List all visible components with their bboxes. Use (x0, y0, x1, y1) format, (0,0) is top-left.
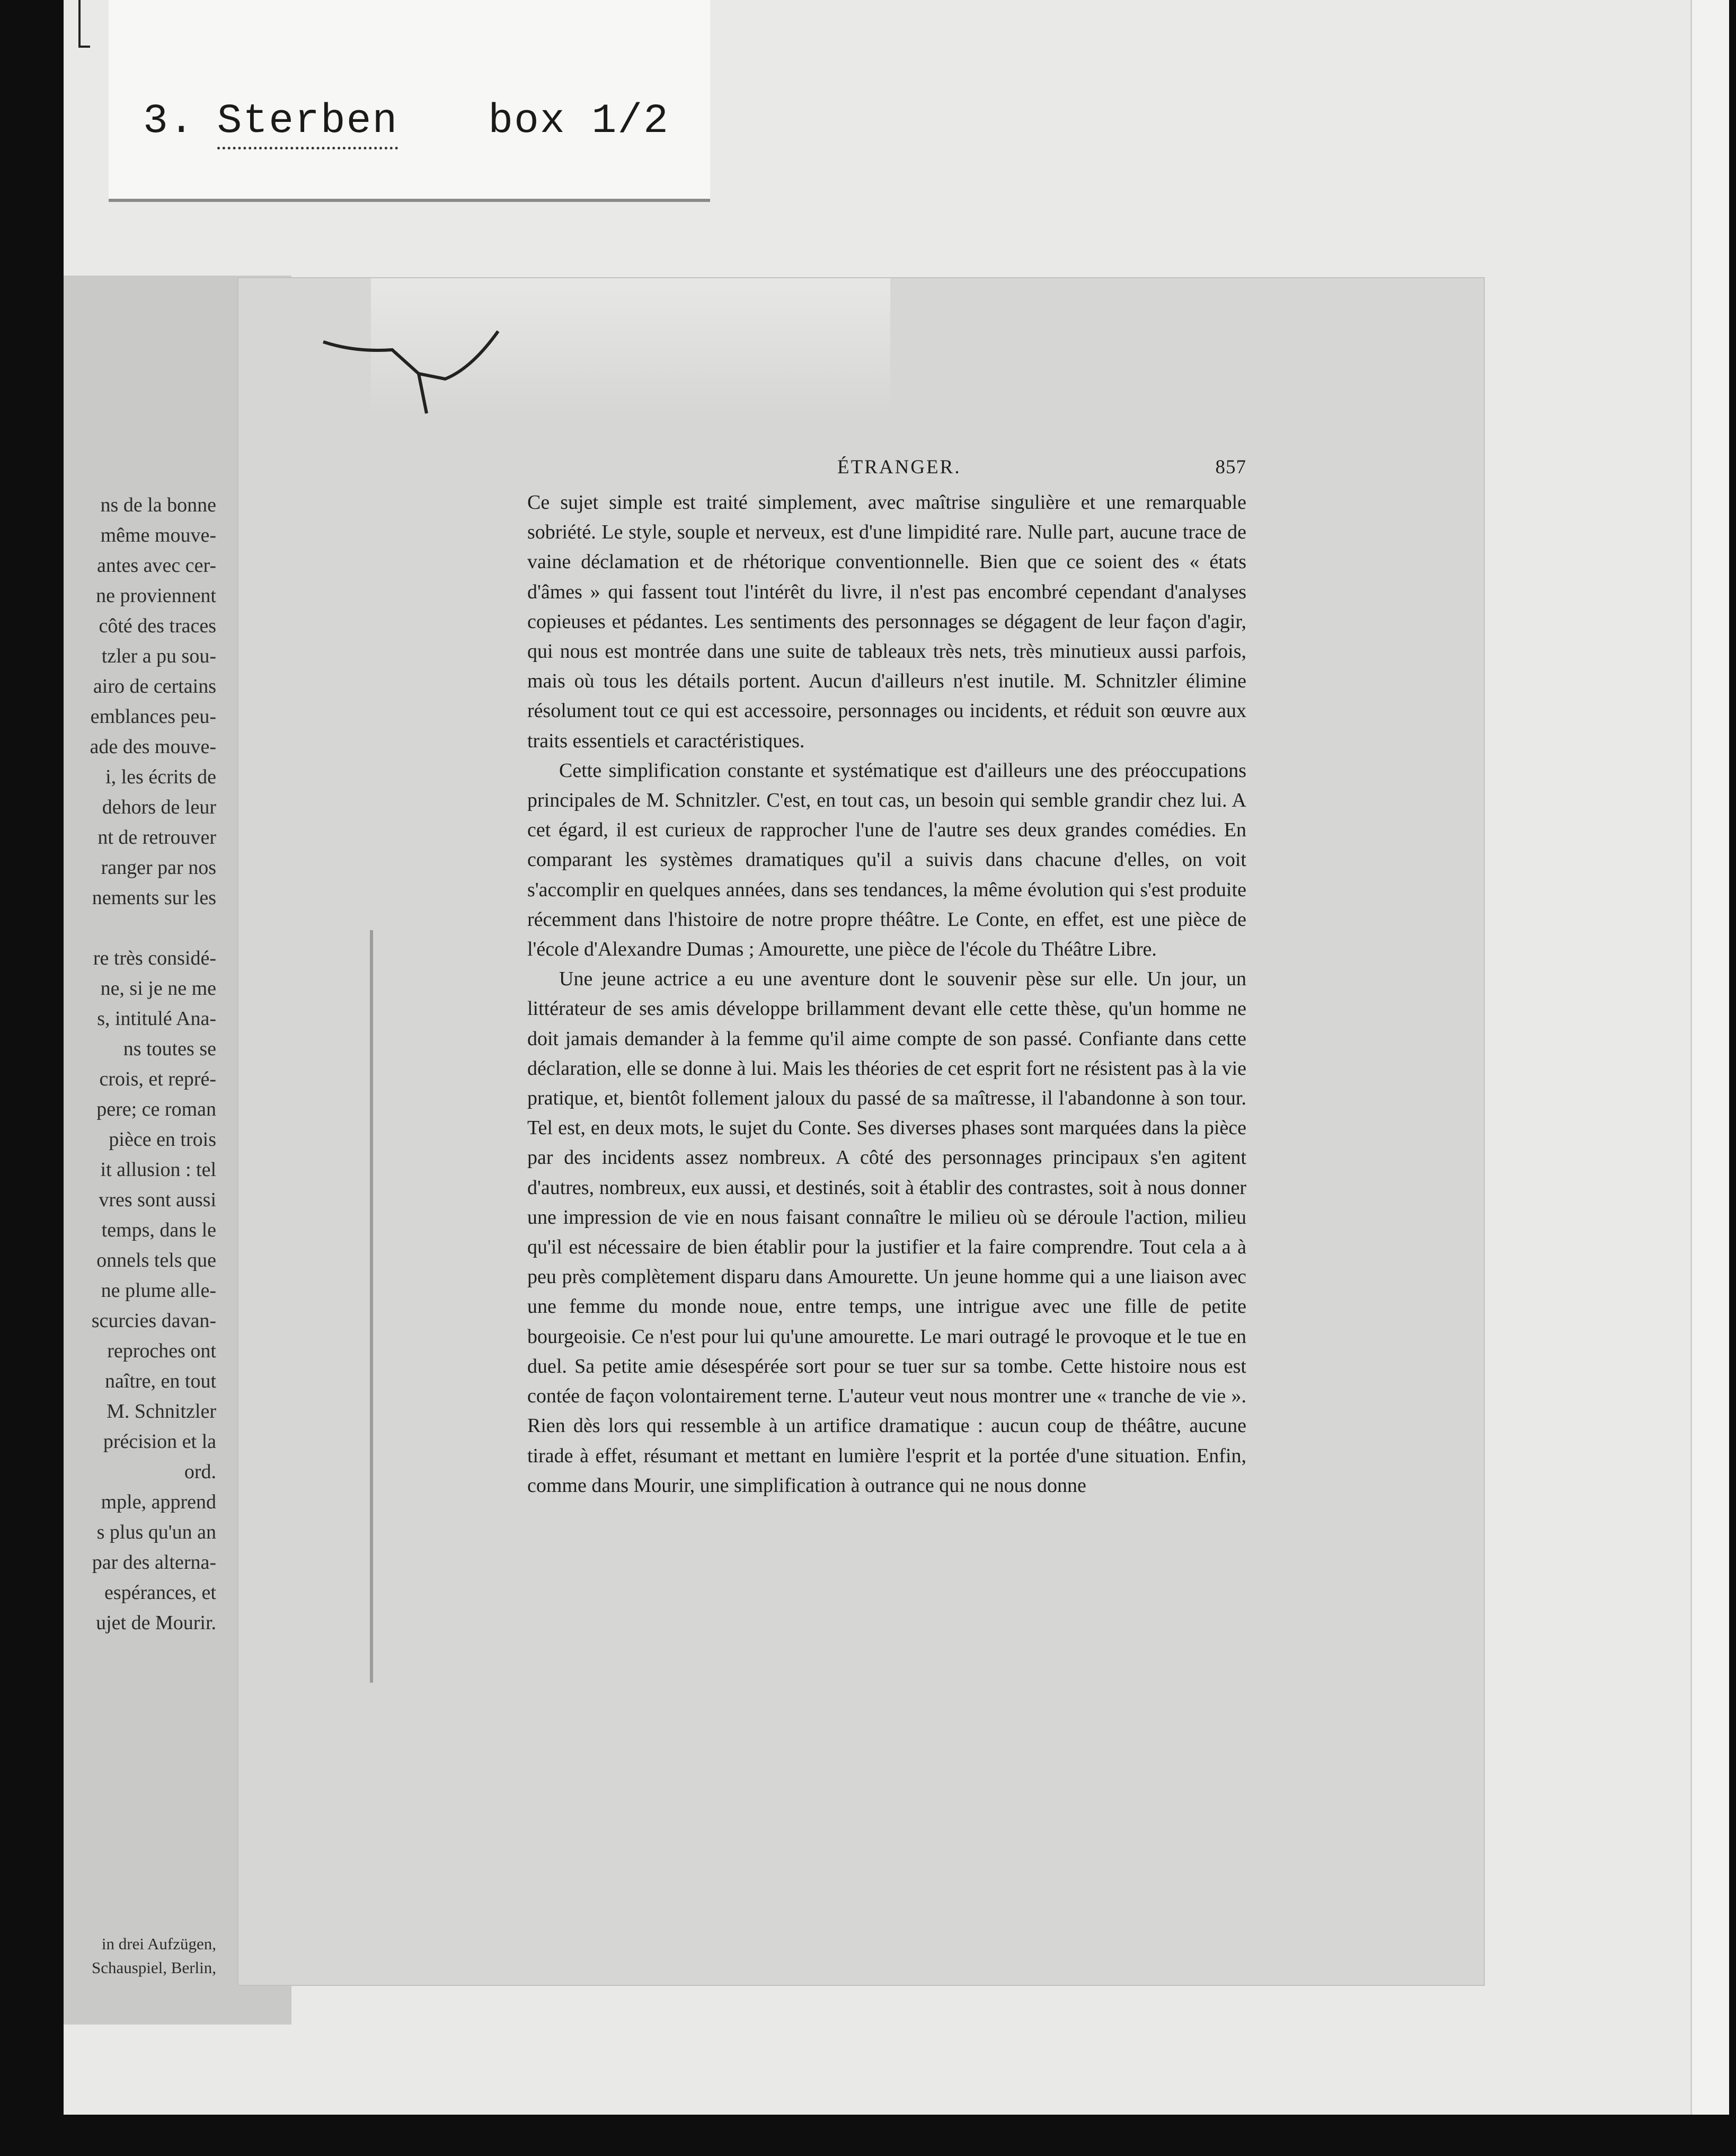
left-clipping-line: par des alterna- (92, 1551, 216, 1574)
left-clipping-line: scurcies davan- (91, 1310, 216, 1332)
article-column (527, 456, 1246, 1500)
page-number: 857 (1215, 456, 1246, 478)
paragraph: Une jeune actrice a eu une aventure dont le souvenir pèse sur elle. Un jour, un littérateur de ses amis développe brillamment devant elle cette thèse, qu'un homme ne doit jamais demander à la femme qu'il aime compte de son passé. Confiante dans cette déclaration, elle se donne à lui. Mais les théories de cet esprit fort ne résistent pas à la vie pratique, et, bientôt follement jaloux du passé de sa maîtresse, il l'abandonne à son tour. Tel est, en deux mots, le sujet du Conte. Ses diverses phases sont marquées dans la pièce par des incidents assez nombreux. A côté des personnages principaux s'en agitent d'autres, nombreux, eux aussi, et destinés, soit à établir des contrastes, soit à nous donner une impression de vie en nous faisant connaître le milieu où se déroule l'action, milieu qu'il est nécessaire de bien établir pour la justifier et la faire comprendre. Tout cela a à peu près complètement disparu dans Amourette. Un jeune homme qui a une liaison avec une femme du monde noue, entre temps, une intrigue avec une fille de petite bourgeoisie. Ce n'est pour lui qu'une amourette. Le mari outragé le provoque et le tue en duel. Sa petite amie désespérée sort pour se tuer sur sa tombe. Cette histoire nous est contée de façon volontairement terne. L'auteur veut nous montrer une « tranche de vie ». Rien dès lors qui ressemble à un artifice dramatique : aucun coup de théâtre, aucune tirade à effet, résumant et mettant en lumière l'esprit et la portée d'une situation. Enfin, comme dans Mourir, une simplification à outrance qui ne nous donne (527, 968, 1246, 1497)
fold-line (370, 930, 373, 1683)
running-head (527, 456, 1246, 488)
left-clipping-line: temps, dans le (101, 1219, 216, 1241)
left-clipping-line: i, les écrits de (105, 766, 216, 788)
left-clipping-line: nt de retrouver (98, 826, 216, 849)
left-clipping-line: même mouve- (100, 524, 216, 546)
left-clipping-line: ade des mouve- (90, 736, 216, 758)
left-footnote-line: Schauspiel, Berlin, (91, 1958, 216, 1977)
label-number: 3. (143, 98, 195, 145)
left-clipping-line: naître, en tout (105, 1370, 216, 1392)
left-clipping-line: ne, si je ne me (100, 977, 216, 1000)
main-clipping (238, 278, 1484, 1985)
left-clipping-line: vres sont aussi (99, 1189, 216, 1211)
left-clipping-line: antes avec cer- (97, 554, 216, 577)
left-clipping-line: M. Schnitzler (107, 1400, 216, 1422)
left-clipping-line: it allusion : tel (100, 1159, 216, 1181)
left-clipping-line: reproches ont (107, 1340, 216, 1362)
left-clipping-line: tzler a pu sou- (101, 645, 216, 667)
corner-mark (78, 0, 81, 48)
left-clipping-line: emblances peu- (90, 705, 216, 728)
label-title: Sterben (217, 98, 398, 149)
left-clipping-line: ne plume alle- (101, 1279, 216, 1302)
paragraph: Ce sujet simple est traité simplement, avec maîtrise singulière et une remarquable sobriété. Le style, souple et nerveux, est d'une limpidité rare. Nulle part, aucune trace de vaine déclamation et de rhétorique conventionnelle. Bien que ce soient des « états d'âmes » qui fassent tout l'intérêt du livre, il n'est pas encombré cependant d'analyses copieuses et pédantes. Les sentiments des personnages se dégagent de leur façon d'agir, qui nous est montrée dans une suite de tableaux très nets, très minutieux aussi parfois, mais où tous les détails portent. Aucun d'ailleurs n'est inutile. M. Schnitzler élimine résolument tout ce qui est accessoire, personnages ou incidents, et réduit son œuvre aux traits essentiels et caractéristiques. (527, 491, 1246, 752)
paragraph: Cette simplification constante et systématique est d'ailleurs une des préoccupations principales de M. Schnitzler. C'est, en tout cas, un besoin qui semble grandir chez lui. A cet égard, il est curieux de rapprocher l'une de l'autre ses deux grandes comédies. En comparant les systèmes dramatiques qu'il a suivis dans chacune d'elles, on voit s'accomplir en quelques années, dans ses tendances, la même évolution qui s'est produite récemment dans l'histoire de notre propre théâtre. Le Conte, en effet, est une pièce de l'école d'Alexandre Dumas ; Amourette, une pièce de l'école du Théâtre Libre. (527, 759, 1246, 961)
left-clipping-line: précision et la (103, 1430, 216, 1453)
left-clipping-line: dehors de leur (102, 796, 216, 818)
left-clipping-line: re très considé- (93, 947, 216, 969)
left-clipping-line: espérances, et (104, 1581, 216, 1604)
archive-label-text (143, 98, 669, 145)
left-clipping-text (4, 490, 216, 1638)
left-clipping-footnote (4, 1932, 216, 1980)
left-footnote-line: in drei Aufzügen, (101, 1934, 216, 1953)
left-clipping-line: crois, et repré- (99, 1068, 216, 1090)
left-clipping-line: s plus qu'un an (96, 1521, 216, 1543)
left-clipping-line: ne proviennent (96, 585, 216, 607)
left-clipping-line: pièce en trois (109, 1128, 216, 1151)
left-clipping-line: onnels tels que (96, 1249, 216, 1271)
left-clipping-line: ns toutes se (123, 1038, 216, 1060)
tear-mark (313, 299, 503, 458)
corner-mark-foot (78, 46, 90, 48)
left-clipping-line: airo de certains (93, 675, 216, 697)
running-head-title: ÉTRANGER. (837, 456, 961, 478)
left-clipping-line: nements sur les (92, 887, 216, 909)
left-clipping-line: s, intitulé Ana- (97, 1008, 216, 1030)
left-clipping-line: mple, apprend (101, 1491, 216, 1513)
left-clipping-line (4, 913, 216, 943)
left-clipping-line: ord. (184, 1461, 216, 1483)
mount-right-edge (1690, 0, 1729, 2115)
left-clipping-line: ranger par nos (101, 856, 216, 879)
left-clipping-line: ns de la bonne (100, 494, 216, 516)
left-clipping-line: côté des traces (99, 615, 216, 637)
left-clipping-line: pere; ce roman (96, 1098, 216, 1120)
left-clipping-line: ujet de Mourir. (96, 1612, 216, 1634)
label-box: box 1/2 (488, 98, 669, 145)
